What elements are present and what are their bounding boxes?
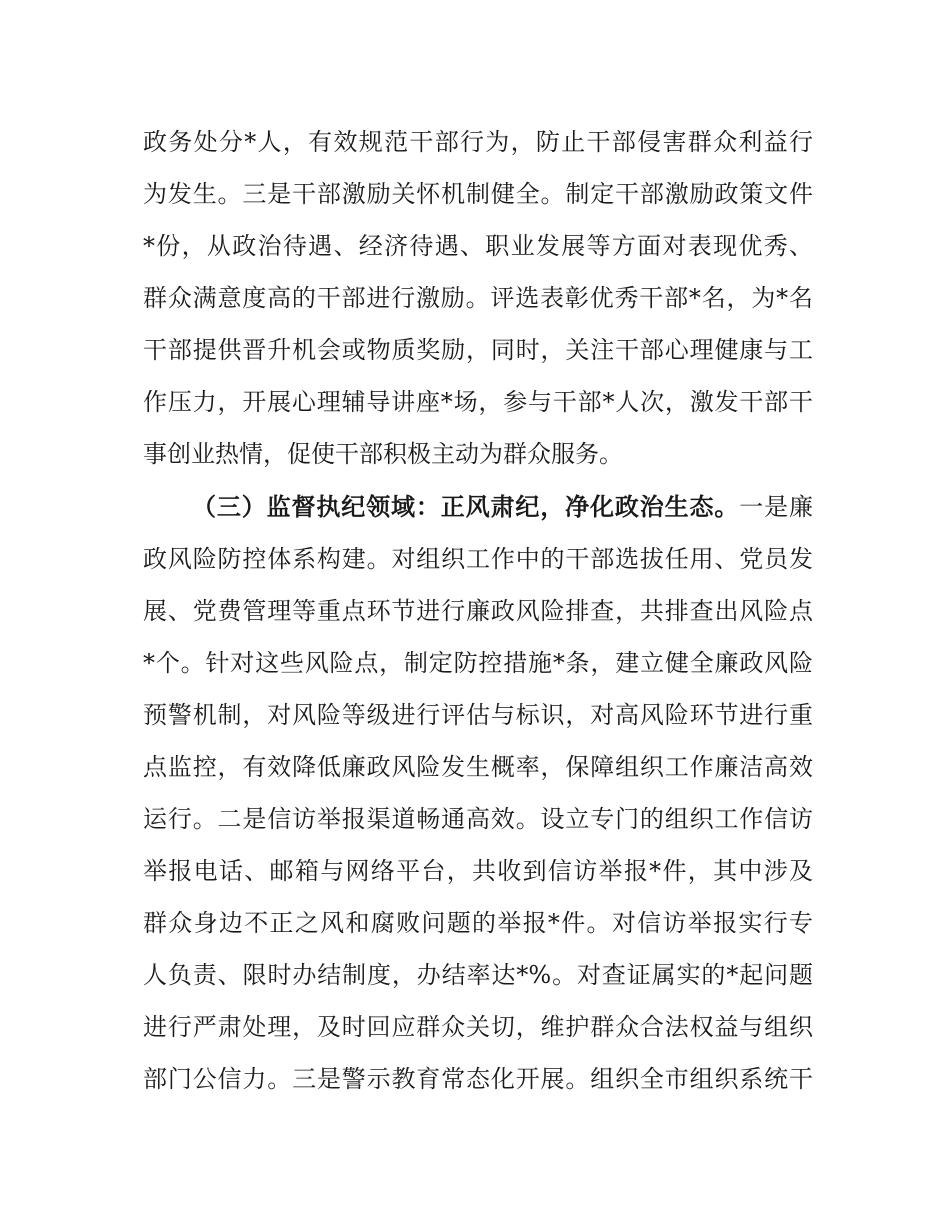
paragraph-1-line-1: 政务处分*人，有效规范干部行为，防止干部侵害群众利益行 (143, 128, 813, 156)
paragraph-2-line-2: 政风险防控体系构建。对组织工作中的干部选拔任用、党员发 (143, 545, 813, 573)
section-heading: （三）监督执纪领域：正风肃纪，净化政治生态。 (192, 493, 740, 521)
paragraph-2-line-11: 进行严肃处理，及时回应群众关切，维护群众合法权益与组织 (143, 1013, 813, 1041)
paragraph-2-line-6: 点监控，有效降低廉政风险发生概率，保障组织工作廉洁高效 (143, 753, 813, 781)
paragraph-1-line-3: *份，从政治待遇、经济待遇、职业发展等方面对表现优秀、 (143, 232, 813, 260)
paragraph-2-line-12: 部门公信力。三是警示教育常态化开展。组织全市组织系统干 (143, 1065, 813, 1093)
paragraph-2-line-3: 展、党费管理等重点环节进行廉政风险排查，共排查出风险点 (143, 597, 813, 625)
paragraph-2-line-1 (192, 487, 813, 527)
paragraph-2-line-4: *个。针对这些风险点，制定防控措施*条，建立健全廉政风险 (143, 649, 813, 677)
paragraph-2-line-9: 群众身边不正之风和腐败问题的举报*件。对信访举报实行专 (143, 909, 813, 937)
paragraph-1-line-4: 群众满意度高的干部进行激励。评选表彰优秀干部*名，为*名 (143, 284, 813, 312)
paragraph-2-line-8: 举报电话、邮箱与网络平台，共收到信访举报*件，其中涉及 (143, 857, 813, 885)
paragraph-2-line-1-rest: 一是廉 (739, 493, 813, 521)
paragraph-1-line-2: 为发生。三是干部激励关怀机制健全。制定干部激励政策文件 (143, 180, 813, 208)
paragraph-2-line-7: 运行。二是信访举报渠道畅通高效。设立专门的组织工作信访 (143, 805, 813, 833)
paragraph-2-line-5: 预警机制，对风险等级进行评估与标识，对高风险环节进行重 (143, 701, 813, 729)
paragraph-1-line-5: 干部提供晋升机会或物质奖励，同时，关注干部心理健康与工 (143, 336, 813, 364)
paragraph-1-line-7: 事创业热情，促使干部积极主动为群众服务。 (143, 440, 623, 468)
paragraph-1-line-6: 作压力，开展心理辅导讲座*场，参与干部*人次，激发干部干 (143, 388, 813, 416)
paragraph-2-line-10: 人负责、限时办结制度，办结率达*%。对查证属实的*起问题 (143, 961, 813, 989)
